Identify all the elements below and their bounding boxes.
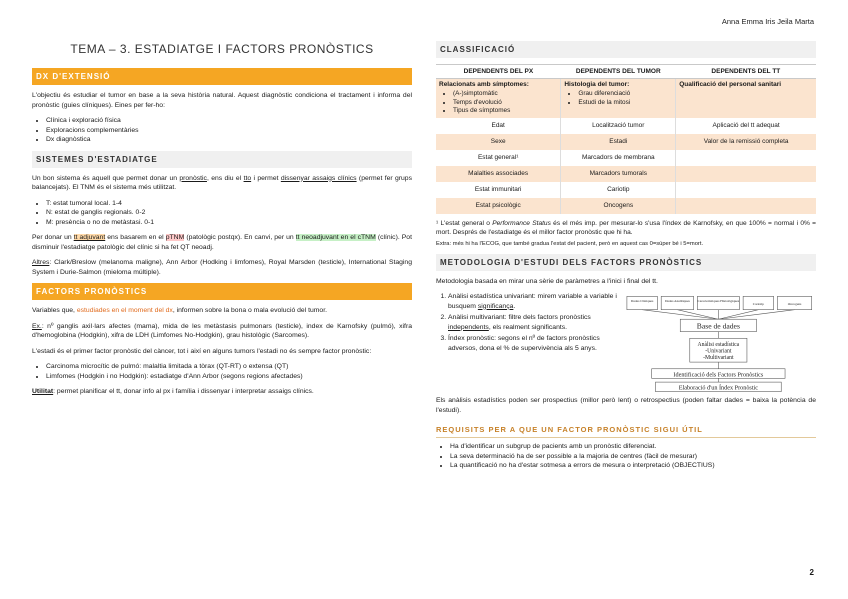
page-title: TEMA – 3. ESTADIATGE I FACTORS PRONÒSTICS xyxy=(70,42,374,56)
list-item: 1. Anàlisi estadística univariant: mirem variable a variable i busquem significança. xyxy=(448,292,619,311)
page-number: 2 xyxy=(809,568,814,577)
dx-extensio-list xyxy=(32,116,412,145)
metodologia-intro: Metodologia basada en mirar una sèrie de paràmetres a l'inici i final del tt. xyxy=(436,277,658,285)
left-column xyxy=(32,38,412,403)
diagram-label: -Univariant xyxy=(705,348,732,355)
tnm-list xyxy=(32,199,412,228)
diagram-label: Base de dades xyxy=(697,321,741,331)
diagram-label: Característiques Histològiques xyxy=(697,299,740,304)
requisits-list xyxy=(436,442,816,471)
table-header: DEPENDENTS DEL PX xyxy=(436,65,561,79)
list-item: • Carcinoma microcític de pulmó: malaltia limitada a tòrax (QT-RT) o extensa (QT) xyxy=(46,362,412,372)
table-row: Malalties associades Marcadors tumorals xyxy=(436,166,816,182)
section-heading-metodologia: METODOLOGIA D'ESTUDI DELS FACTORS PRONÒSTICS xyxy=(436,254,816,271)
list-item: • Ha d'identificar un subgrup de pacients amb un pronòstic diferenciat. xyxy=(450,442,816,452)
sistemes-paragraph-1: Un bon sistema és aquell que permet donar un pronòstic, ens diu el tto i permet dissenyar assaigs clínics (permet fer grups balancejats). El TNM és el sistema més utilitzat. xyxy=(32,174,412,191)
table-row: Sexe Estadi Valor de la remissió completa xyxy=(436,134,816,150)
table-header: DEPENDENTS DEL TUMOR xyxy=(561,65,676,79)
performance-status-note: ¹ L'estat general o Performance Status és el més imp. per mesurar-lo s'usa l'índex de Karnofsky, en que 100% = normal i 0% = mort. Després de l'estadiatge és el millor factor pronòstic que hi ha. xyxy=(436,219,816,236)
ecog-note: Extra: més hi ha l'ECOG, que també gradua l'estat del pacient, però en aquest cas 0=súper bé i 5=mort. xyxy=(436,240,704,247)
diagram-label: Cariotip xyxy=(753,301,765,306)
list-item: • La quantificació no ha d'estar sotmesa a errors de mesura o interpretació (OBJECTIUS) xyxy=(450,461,816,471)
diagram-label: Identificació dels Factors Pronòstics xyxy=(673,371,764,379)
list-item: 3. Índex pronòstic: segons el nº de factors pronòstics adversos, dona el % de supervivència als 5 anys. xyxy=(448,334,619,353)
diagram-label: Dades Analítiques xyxy=(665,299,691,304)
utilitat-paragraph: Utilitat: permet planificar el tt, donar info al px i família i dissenyar i interpretar assaigs clínics. xyxy=(32,388,314,395)
list-item: • La seva determinació ha de ser possible a la majoria de centres (fàcil de mesurar) xyxy=(450,452,816,462)
table-row xyxy=(436,79,816,118)
metodologia-outro: Els anàlisis estadístics poden ser prospectius (millor però lent) o retrospectius (poden faltar dades = baixa la potència de l'estudi). xyxy=(436,397,816,414)
table-row: Estat general¹ Marcadors de membrana xyxy=(436,150,816,166)
dx-extensio-paragraph: L'objectiu és estudiar el tumor en base a la seva història natural. Aquest diagnòstic condiciona el tractament i informa del pronòstic (guies clíniques). Eines per fer-ho: xyxy=(32,92,412,109)
table-row: Estat psicològic Oncogens xyxy=(436,198,816,214)
list-item: • M: presència o no de metàstasi. 0-1 xyxy=(46,218,412,228)
section-heading-dx-extensio: DX D'EXTENSIÓ xyxy=(32,68,412,85)
diagram-label: Anàlisi estadística xyxy=(698,341,740,348)
list-item: • Clínica i exploració física xyxy=(46,116,412,126)
list-item: • N: estat de ganglis regionals. 0-2 xyxy=(46,208,412,218)
table-row: Estat immunitari Cariotip xyxy=(436,182,816,198)
list-item: • Exploracions complementàries xyxy=(46,126,412,136)
sistemes-paragraph-2: Per donar un tt adjuvant ens basarem en el pTNM (patològic postqx). En canvi, per un tt neoadjuvant en el cTNM (clínic). Pot disminuir l'estadiatge patològic del clínic si ha fet QT neoadj. xyxy=(32,234,412,251)
diagram-label: Oncogens xyxy=(788,301,802,306)
author-name: Anna Emma Iris Jeila Marta xyxy=(721,17,814,26)
list-item: • Dx diagnòstica xyxy=(46,135,412,145)
metodologia-list xyxy=(436,292,619,390)
list-item: • T: estat tumoral local. 1-4 xyxy=(46,199,412,209)
table-cell: Qualificació del personal sanitari xyxy=(676,79,816,118)
table-cell: Histologia del tumor: • Grau diferenciació • Estudi de la mitosi xyxy=(561,79,676,118)
diagram-label: Elaboració d'un Índex Pronòstic xyxy=(679,384,759,392)
factors-list xyxy=(32,362,412,381)
diagram-label: Dades Clíniques xyxy=(631,299,654,304)
factors-paragraph-1: Variables que, estudiades en el moment del dx, informen sobre la bona o mala evolució del tumor. xyxy=(32,307,327,314)
diagram-label: -Multivariant xyxy=(703,355,735,362)
right-column xyxy=(436,38,816,477)
methodology-diagram xyxy=(625,292,816,396)
section-heading-classificacio: CLASSIFICACIÓ xyxy=(436,41,816,58)
table-cell: Relacionats amb símptomes: • (A-)simptomàtic • Temps d'evolució • Tipus de símptomes xyxy=(436,79,561,118)
list-item: 2. Anàlisi multivariant: filtre dels factors pronòstics independents, els realment significants. xyxy=(448,313,619,332)
altres-paragraph: Altres: Clark/Breslow (melanoma maligne), Ann Arbor (Hodking i limfomes), Royal Marsden (testicle), International Staging System i Durie-Salmon (mieloma múltiple). xyxy=(32,259,412,276)
section-heading-sistemes: SISTEMES D'ESTADIATGE xyxy=(32,151,412,168)
factors-paragraph-2: L'estadi és el primer factor pronòstic del càncer, tot i així en alguns tumors l'estadi no és sempre factor pronòstic: xyxy=(32,347,372,355)
metodologia-block xyxy=(436,292,816,396)
list-item: • Limfomes (Hodgkin i no Hodgkin): estadiatge d'Ann Arbor (segons regions afectades) xyxy=(46,372,412,382)
factors-example: Ex.: nº ganglis axil·lars afectes (mama), mida de les metàstasis pulmonars (testicle), index de Karnofsky (pulmó), xifra d'hemoglobina (Hodgkin), xifra de LDH (Limfomes No-Hodgkin), grau histològic (Sarcomes). xyxy=(32,322,412,339)
table-header: DEPENDENTS DEL TT xyxy=(676,65,816,79)
table-row: Edat Localització tumor Aplicació del tt adequat xyxy=(436,118,816,134)
classification-table xyxy=(436,64,816,214)
section-heading-requisits: REQUISITS PER A QUE UN FACTOR PRONÒSTIC SIGUI ÚTIL xyxy=(436,423,816,438)
section-heading-factors: FACTORS PRONÒSTICS xyxy=(32,283,412,300)
